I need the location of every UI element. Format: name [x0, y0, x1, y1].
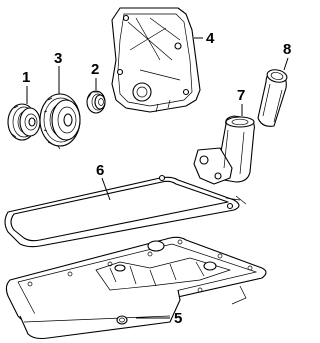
- callout-8: 8: [283, 41, 292, 58]
- oil-pan: [6, 237, 266, 338]
- callout-3: 3: [54, 50, 63, 67]
- leader-8: [284, 58, 288, 70]
- callout-1: 1: [22, 69, 31, 86]
- callout-5: 5: [174, 310, 183, 327]
- callout-7: 7: [237, 87, 246, 104]
- oil-pan-gasket: [5, 176, 246, 247]
- timing-cover: [112, 8, 200, 112]
- callout-4: 4: [206, 30, 215, 47]
- vibration-damper: [40, 94, 80, 149]
- oil-filter: [258, 68, 288, 126]
- oil-filter-housing: [194, 116, 254, 184]
- callout-6: 6: [96, 162, 105, 179]
- crankshaft-pulley: [8, 104, 40, 140]
- callout-2: 2: [91, 61, 100, 78]
- front-seal: [87, 91, 105, 113]
